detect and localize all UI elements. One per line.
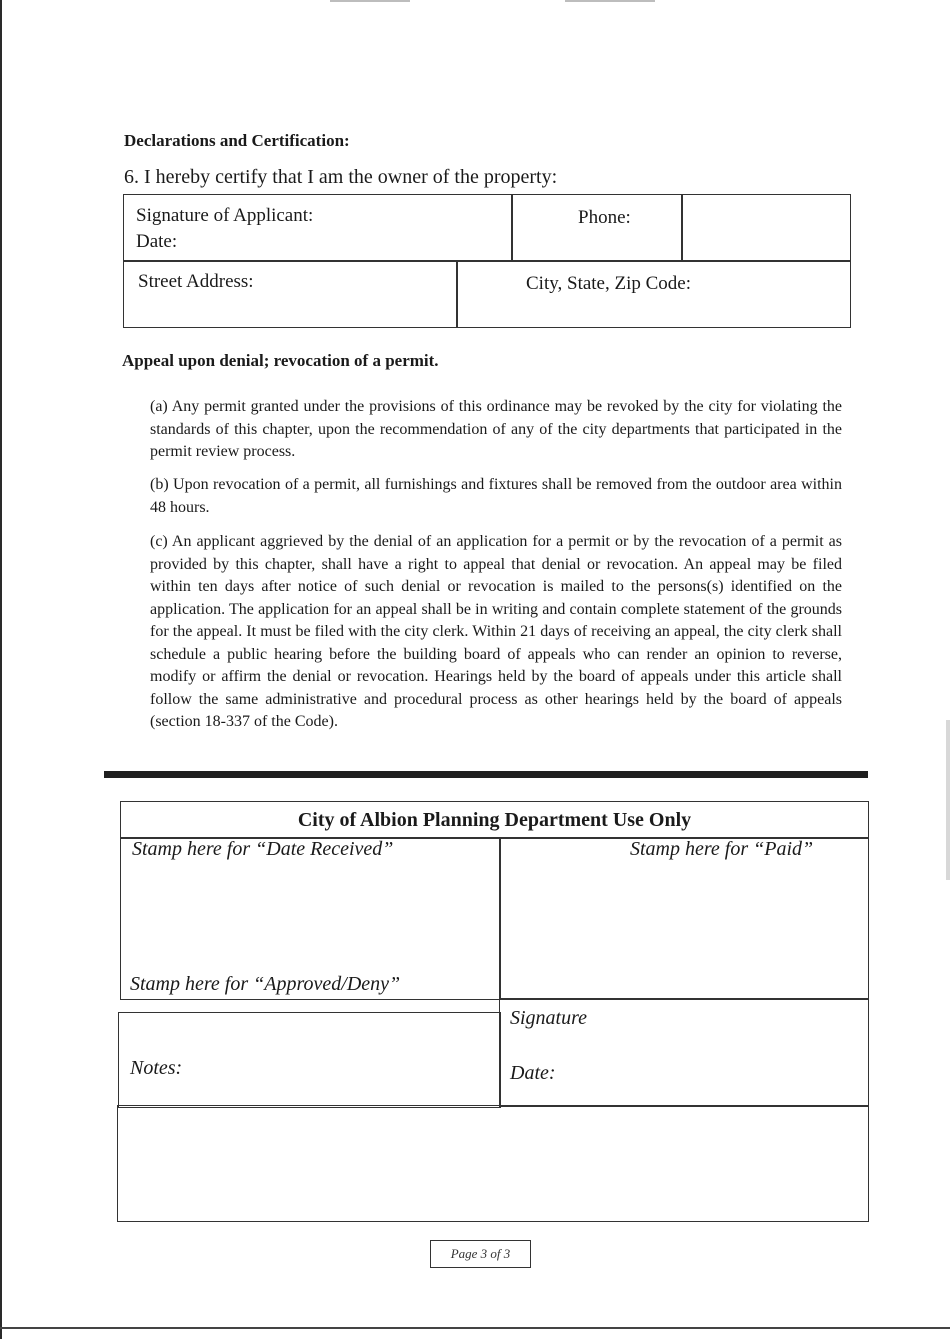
street-address-label: Street Address:: [138, 271, 254, 292]
stamp-paid-cell[interactable]: [499, 837, 869, 1000]
office-date-label: Date:: [510, 1062, 556, 1084]
date-label: Date:: [136, 231, 178, 252]
scan-mark-top: [565, 0, 655, 2]
appeal-paragraph-b: (b) Upon revocation of a permit, all furnishings and fixtures shall be removed from the outdoor area within 48 hours.: [150, 476, 842, 516]
section-divider: [104, 771, 868, 778]
scan-edge-right: [946, 720, 950, 880]
stamp-date-received-label: Stamp here for “Date Received”: [132, 838, 394, 860]
phone-label: Phone:: [578, 207, 631, 228]
notes-label: Notes:: [130, 1057, 183, 1079]
scan-edge-bottom: [0, 1327, 950, 1329]
certification-statement: 6. I hereby certify that I am the owner of the property:: [124, 166, 558, 188]
office-use-title: City of Albion Planning Department Use Only: [297, 809, 692, 831]
stamp-paid-label: Stamp here for “Paid”: [630, 838, 814, 860]
city-state-zip-label: City, State, Zip Code:: [526, 273, 692, 294]
page-number: Page 3 of 3: [430, 1240, 531, 1268]
appeal-paragraph-a: (a) Any permit granted under the provisions of this ordinance may be revoked by the city for violating the standards of this chapter, upon the recommendation of any of the city departments that participated in the permit review process.: [150, 398, 842, 460]
appeal-paragraph-c: (c) An applicant aggrieved by the denial of an application for a permit or by the revocation of a permit as provided by this chapter, shall have a right to appeal that denial or revocation. An appeal may be filed within ten days after notice of such denial or revocation is mailed to the persons(s) identified on the application. The application for an appeal shall be in writing and contain complete statement of the grounds for the appeal. It must be filed with the city clerk. Within 21 days of receiving an appeal, the city clerk shall schedule a public hearing before the building board of appeals who can render an opinion to reverse, modify or affirm the denial or revocation. Hearings held by the board of appeals under this article shall follow the same administrative and procedural process as other hearings held by the board of appeals (section 18-337 of the Code).: [150, 533, 842, 730]
declarations-heading: Declarations and Certification:: [124, 131, 350, 150]
scan-edge-left: [0, 0, 2, 1339]
stamp-approved-deny-label: Stamp here for “Approved/Deny”: [130, 973, 401, 995]
scan-mark-top: [330, 0, 410, 2]
office-signature-label: Signature: [510, 1007, 588, 1029]
notes-area[interactable]: [117, 1105, 869, 1222]
phone-value-cell[interactable]: [681, 194, 851, 262]
signature-label: Signature of Applicant:: [136, 205, 314, 226]
appeal-heading: Appeal upon denial; revocation of a permit.: [122, 351, 439, 370]
